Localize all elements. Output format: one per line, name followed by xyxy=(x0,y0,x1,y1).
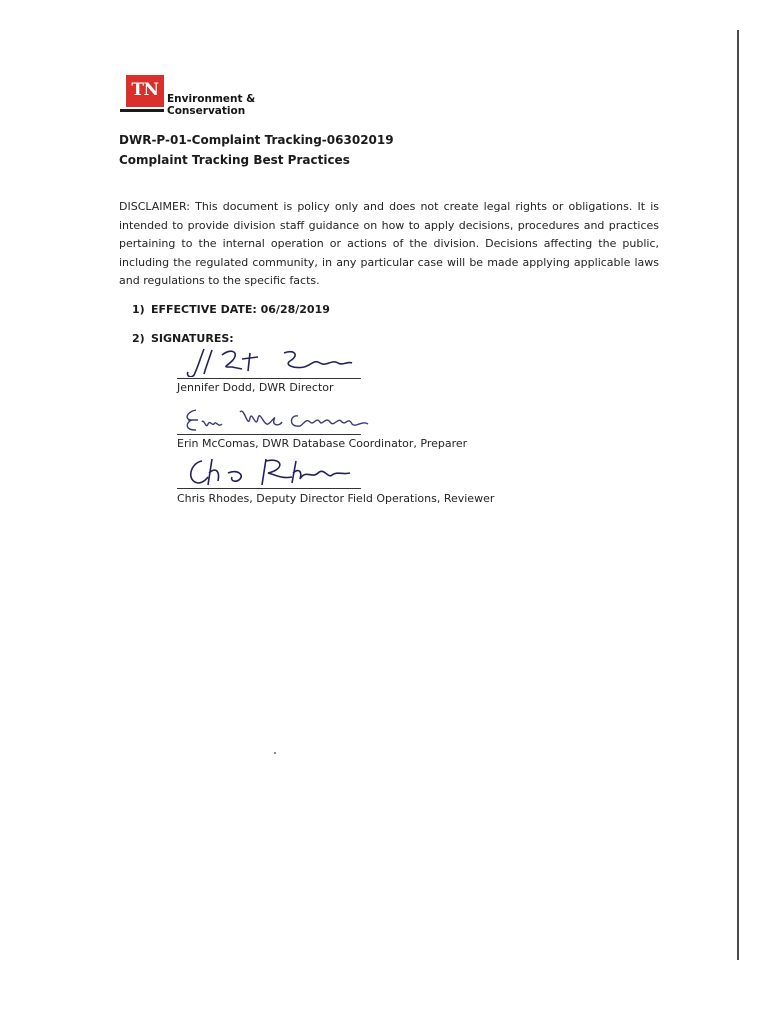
logo-agency-name xyxy=(167,93,255,117)
handwritten-signature xyxy=(182,402,382,434)
section-label: EFFECTIVE DATE: 06/28/2019 xyxy=(151,303,330,316)
signature-line xyxy=(177,434,361,435)
scan-speck xyxy=(274,752,276,754)
logo-badge-text: TN xyxy=(131,80,159,100)
handwritten-signature xyxy=(182,345,362,377)
logo-line-1: Environment & xyxy=(167,93,256,105)
logo-underline xyxy=(120,109,164,112)
document-subtitle: Complaint Tracking Best Practices xyxy=(119,153,350,167)
document-id: DWR-P-01-Complaint Tracking-06302019 xyxy=(119,133,394,147)
section-number: 2) xyxy=(132,332,145,345)
section-label: SIGNATURES: xyxy=(151,332,234,345)
section-signatures xyxy=(132,332,234,345)
signature-line xyxy=(177,488,361,489)
document-title xyxy=(119,130,394,170)
section-number: 1) xyxy=(132,303,145,316)
signature-caption: Erin McComas, DWR Database Coordinator, Preparer xyxy=(177,437,468,450)
tdec-logo xyxy=(120,75,260,117)
signature-caption: Chris Rhodes, Deputy Director Field Operations, Reviewer xyxy=(177,492,495,505)
disclaimer-paragraph: DISCLAIMER: This document is policy only and does not create legal rights or obligations. It is intended to provide division staff guidance on how to apply decisions, procedures and practices pertaining to the internal operation or actions of the division. Decisions affecting the public, including the regulated community, in any particular case will be made applying applicable laws and regulations to the specific facts. xyxy=(119,200,659,287)
signature-line xyxy=(177,378,361,379)
logo-line-2: Conservation xyxy=(167,105,246,117)
section-effective-date xyxy=(132,303,330,316)
signature-caption: Jennifer Dodd, DWR Director xyxy=(177,381,334,394)
handwritten-signature xyxy=(182,455,382,489)
scan-edge-line xyxy=(737,30,739,960)
